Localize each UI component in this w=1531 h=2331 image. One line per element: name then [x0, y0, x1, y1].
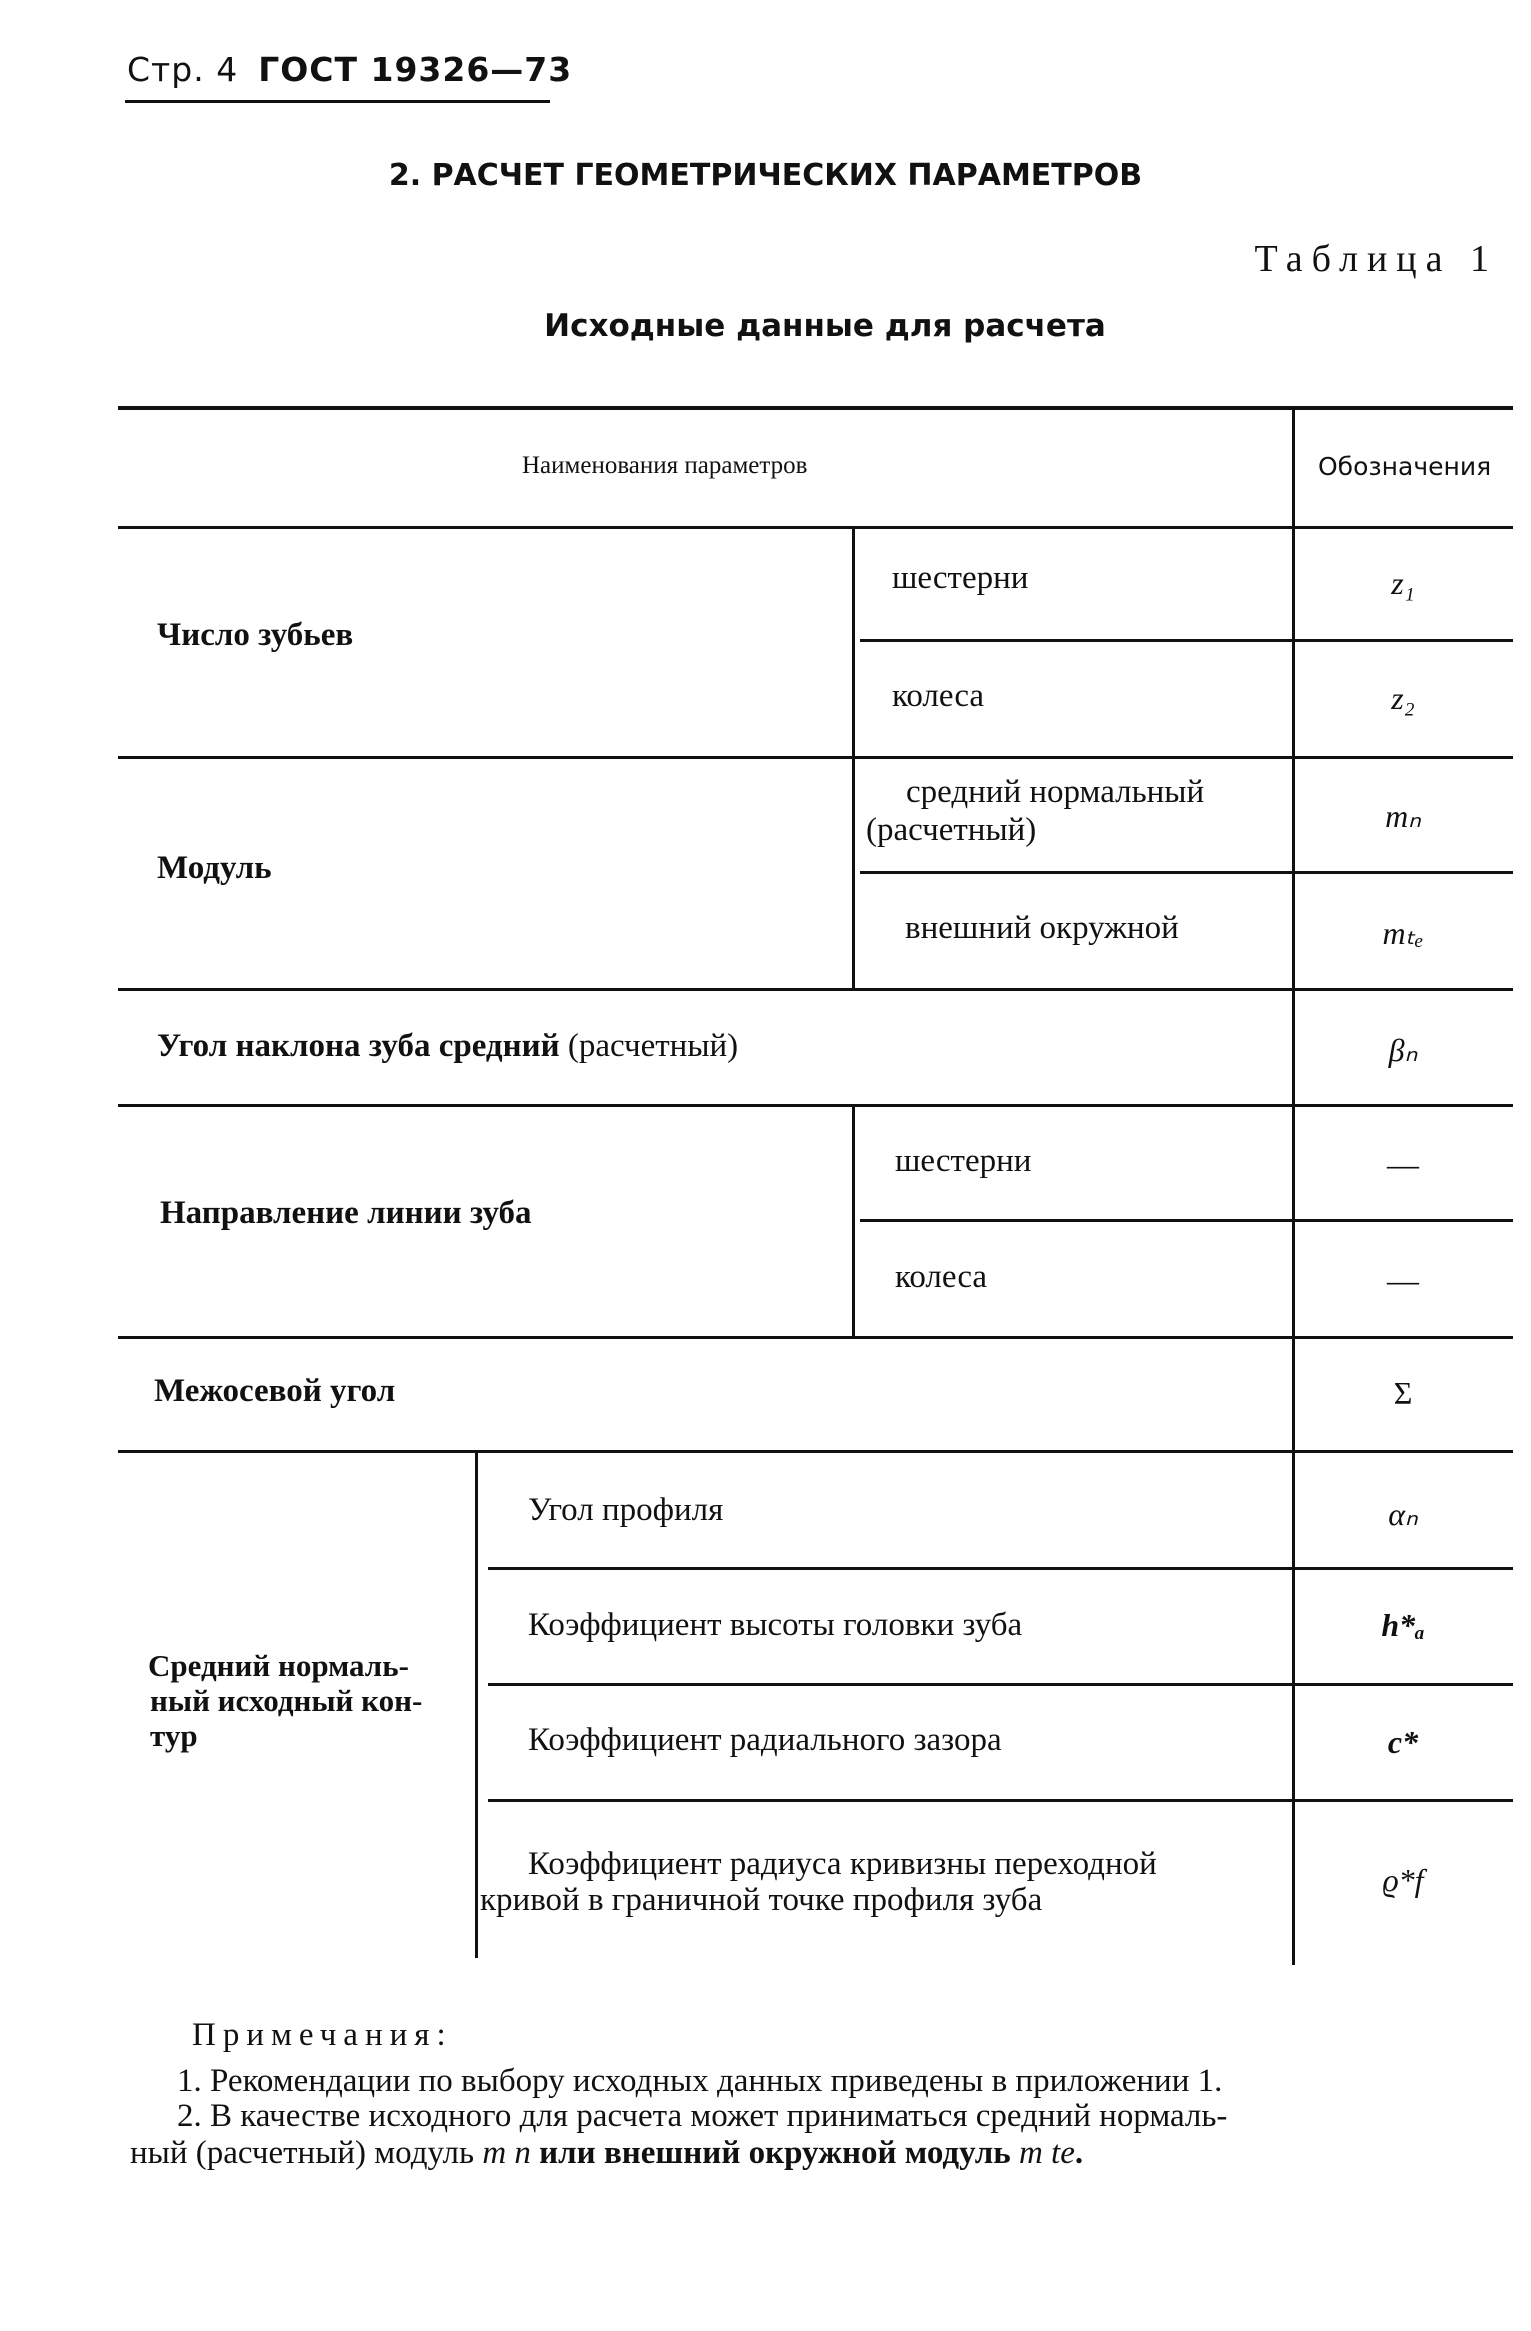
symbol-alpha-n: αₙ: [1388, 1496, 1418, 1532]
sub-mean-normal: средний нормальный: [906, 774, 1205, 810]
column-header-symbol: Обозначения: [1318, 452, 1492, 481]
row-rule: [488, 1683, 1513, 1686]
sub-column-rule: [852, 529, 855, 756]
param-module: Модуль: [157, 850, 272, 886]
sub-column-rule: [475, 1453, 478, 1958]
table-label: Таблица 1: [1254, 238, 1498, 280]
symbol-dash: —: [1387, 1146, 1419, 1182]
row-rule: [488, 1799, 1513, 1802]
row-rule: [118, 1336, 1513, 1339]
symbol-c-star: c*: [1387, 1724, 1419, 1760]
param-basic-rack-line2: ный исходный кон-: [150, 1683, 423, 1718]
symbol-z2: z₂: [1391, 680, 1415, 716]
column-header-name: Наименования параметров: [522, 452, 808, 479]
symbol-beta-n: βₙ: [1388, 1032, 1418, 1068]
param-shaft-angle: Межосевой угол: [154, 1373, 396, 1409]
symbol-sigma: Σ: [1393, 1375, 1413, 1411]
section-title: 2. РАСЧЕТ ГЕОМЕТРИЧЕСКИХ ПАРАМЕТРОВ: [388, 158, 1143, 193]
row-rule: [118, 1104, 1513, 1107]
note-2-line-2: [130, 2135, 1083, 2172]
standard-number: ГОСТ 19326—73: [258, 50, 573, 89]
row-rule: [118, 756, 1513, 759]
note-2-text-c: или внешний окружной модуль: [539, 2135, 1011, 2171]
symbol-mte: mₜₑ: [1382, 915, 1424, 951]
row-rule: [118, 988, 1513, 991]
note-2-text-a: ный (расчетный) модуль: [130, 2135, 475, 2171]
row-rule: [860, 639, 1513, 642]
header-rule: [125, 100, 550, 103]
row-rule: [860, 871, 1513, 874]
note-1: 1. Рекомендации по выбору исходных данных приведены в приложении 1.: [177, 2063, 1223, 2099]
page-number: Стр. 4: [127, 50, 239, 89]
header-bottom-rule: [118, 526, 1513, 529]
param-basic-rack-line3: тур: [150, 1718, 198, 1753]
symbol-rho-f-star: ϱ*f: [1382, 1862, 1424, 1898]
param-helix-angle-regular: (расчетный): [567, 1028, 739, 1064]
sub-mean-normal-calc: (расчетный): [866, 812, 1037, 848]
sub-gear: колеса: [892, 678, 985, 714]
sub-pinion: шестерни: [892, 560, 1029, 596]
sub-addendum-coefficient: Коэффициент высоты головки зуба: [528, 1607, 1023, 1643]
page-header: [127, 50, 572, 89]
param-helix-angle-bold: Угол наклона зуба средний: [157, 1028, 560, 1064]
sub-fillet-radius-line2: кривой в граничной точке профиля зуба: [480, 1882, 1043, 1918]
param-basic-rack-line1: Средний нормаль-: [148, 1648, 409, 1683]
table-caption: Исходные данные для расчета: [544, 308, 1106, 344]
row-rule: [860, 1219, 1513, 1222]
sub-column-rule: [852, 1107, 855, 1336]
sub-column-rule: [852, 759, 855, 988]
note-2-symbol-mte: m te: [1018, 2135, 1075, 2171]
symbol-dash: —: [1387, 1262, 1419, 1298]
sub-gear: колеса: [895, 1259, 988, 1295]
sub-pinion: шестерни: [895, 1143, 1032, 1179]
param-helix-angle: [157, 1028, 738, 1065]
sub-fillet-radius-line1: Коэффициент радиуса кривизны переходной: [528, 1846, 1157, 1882]
row-rule: [488, 1567, 1513, 1570]
row-rule: [118, 1450, 1513, 1453]
table-top-rule: [118, 406, 1513, 410]
note-2-period: .: [1074, 2135, 1084, 2171]
symbol-mn: mₙ: [1385, 798, 1421, 834]
symbol-column-rule: [1292, 410, 1295, 1965]
param-number-of-teeth: Число зубьев: [157, 617, 354, 653]
notes-title: Примечания:: [192, 2017, 453, 2053]
symbol-ha-star: h*ₐ: [1381, 1607, 1425, 1643]
sub-clearance-coefficient: Коэффициент радиального зазора: [528, 1722, 1002, 1758]
sub-profile-angle: Угол профиля: [528, 1492, 724, 1528]
symbol-z1: z₁: [1391, 565, 1415, 601]
note-2-symbol-mn: m n: [482, 2135, 531, 2171]
note-2-line-1: 2. В качестве исходного для расчета может приниматься средний нормаль-: [177, 2098, 1228, 2134]
sub-outer-circumferential: внешний окружной: [905, 910, 1179, 946]
param-tooth-direction: Направление линии зуба: [160, 1195, 532, 1231]
